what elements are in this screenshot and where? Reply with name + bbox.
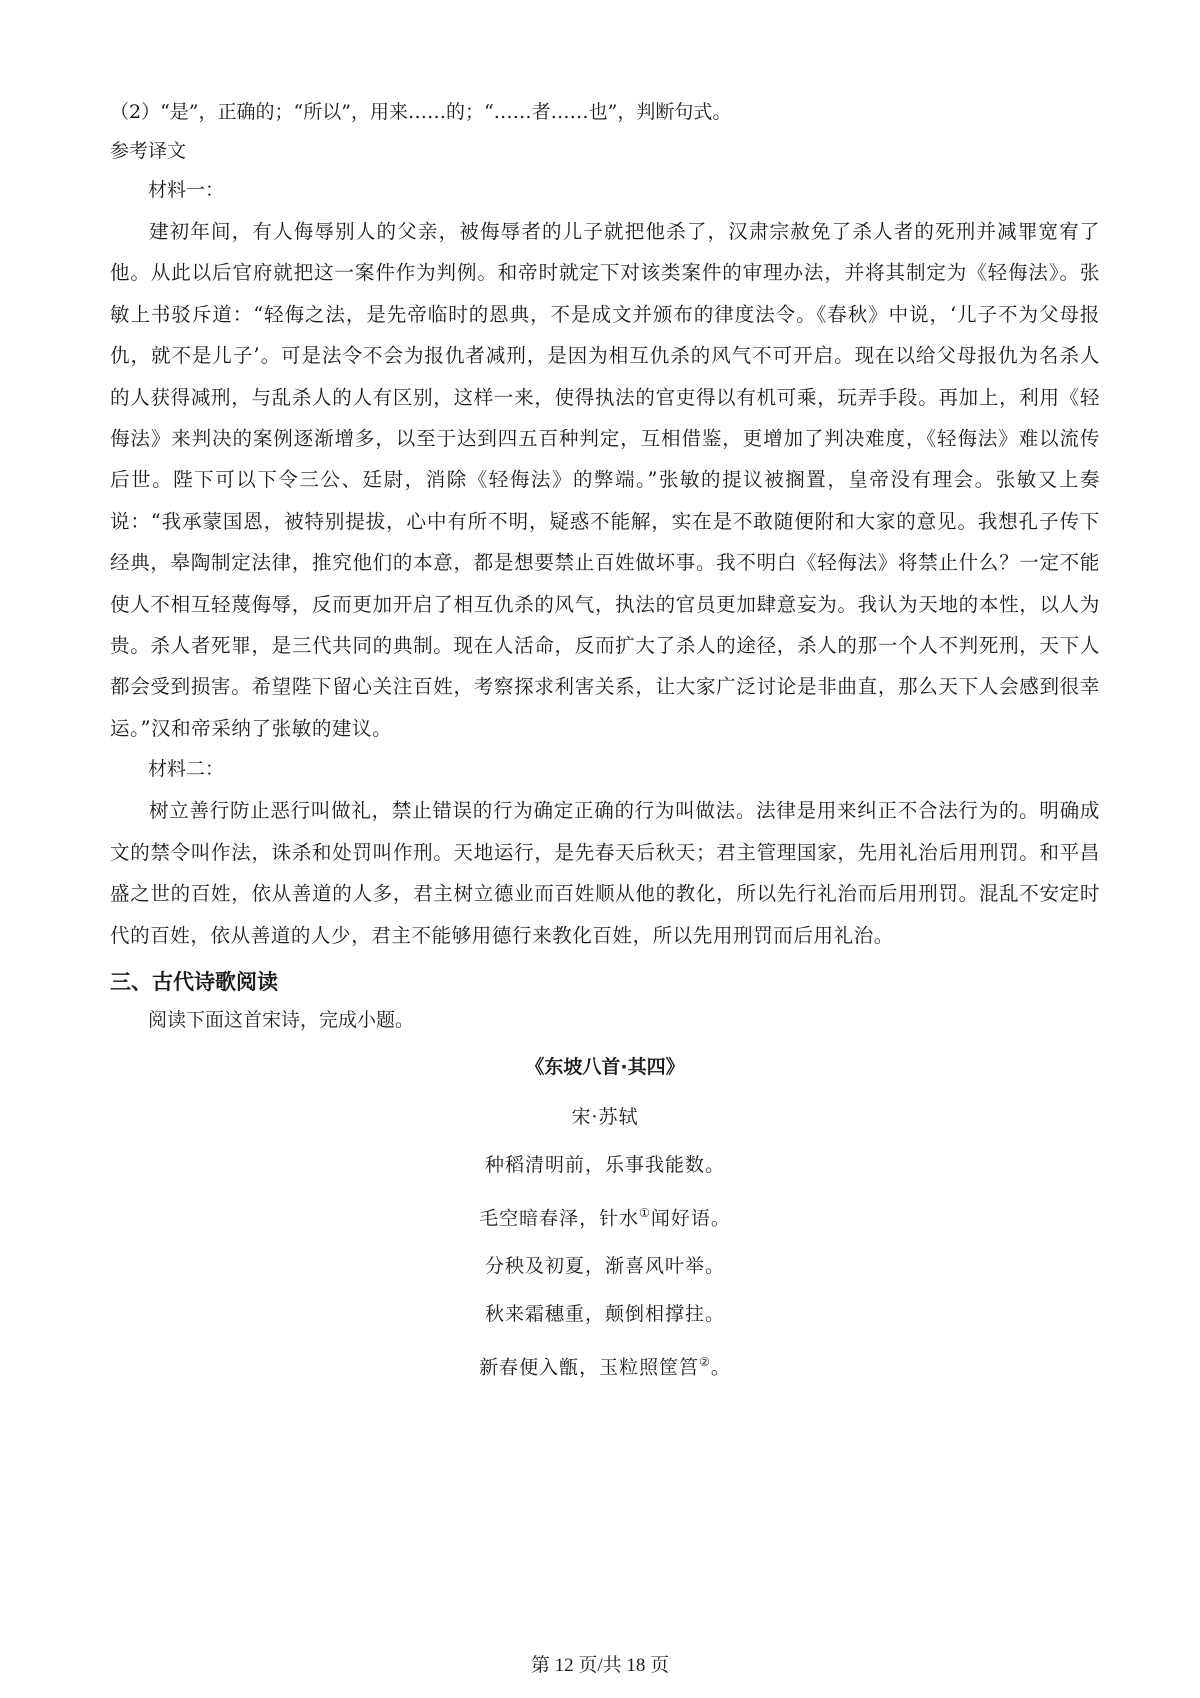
footnote-marker-1: ① [639,1205,651,1220]
page-footer: 第 12 页/共 18 页 [530,1655,670,1676]
poem-line-5-a: 新春便入甑，玉粒照筐筥 [479,1356,700,1379]
poem [110,1053,1100,1392]
footnote-marker-2: ② [699,1355,711,1370]
poem-line-1: 种稻清明前，乐事我能数。 [484,1153,725,1176]
section3-instruction: 阅读下面这首宋诗，完成小题。 [148,1008,415,1031]
reference-heading: 参考译文 [110,140,187,162]
material1-text: 建初年间，有人侮辱别人的父亲，被侮辱者的儿子就把他杀了，汉肃宗赦免了杀人者的死刑并减罪宽宥了他。从此以后官府就把这一案件作为判例。和帝时就定下对该类案件的审理办法，并将其制定为《轻侮法》。张敏上书驳斥道：“轻侮之法，是先帝临时的恩典，不是成文并颁布的律度法令。《春秋》中说，‘儿子不为父母报仇，就不是儿子’。可是法令不会为报仇者减刑，是因为相互仇杀的风气不可开启。现在以给父母报仇为名杀人的人获得减刑，与乱杀人的人有区别，这样一来，使得执法的官吏得以有机可乘，玩弄手段。再加上，利用《轻侮法》来判决的案例逐渐增多，以至于达到四五百种判定，互相借鉴，更增加了判决难度，《轻侮法》难以流传后世。陛下可以下令三公、廷尉，消除《轻侮法》的弊端。”张敏的提议被搁置，皇帝没有理会。张敏又上奏说：“我承蒙国恩，被特别提拔，心中有所不明，疑惑不能解，实在是不敢随便附和大家的意见。我想孔子传下经典，皋陶制定法律，推究他们的本意，都是想要禁止百姓做坏事。我不明白《轻侮法》将禁止什么？一定不能使人不相互轻蔑侮辱，反而更加开启了相互仇杀的风气，执法的官员更加肆意妄为。我认为天地的本性，以人为贵。杀人者死罪，是三代共同的典制。现在人活命，反而扩大了杀人的途径，杀人的那一个人不判死刑，天下人都会受到损害。希望陛下留心关注百姓，考察探求利害关系，让大家广泛讨论是非曲直，那么天下人会感到很幸运。”汉和帝采纳了张敏的建议。 [110,220,1100,740]
poem-author: 宋·苏轼 [571,1105,639,1128]
poem-line-2-a: 毛空暗春泽，针水 [479,1207,640,1230]
poem-line-4: 秋来霜穗重，颠倒相撑拄。 [484,1303,725,1326]
poem-line-2 [110,1189,1100,1242]
poem-line-5 [110,1338,1100,1391]
material1-heading: 材料一： [148,179,225,201]
section3-title: 三、古代诗歌阅读 [110,969,278,994]
answer-note: （2）“是”，正确的；“所以”，用来……的；“……者……也”，判断句式。 [110,101,732,123]
poem-line-3: 分秧及初夏，渐喜风叶举。 [484,1255,725,1278]
poem-title: 《东坡八首·其四》 [525,1055,685,1078]
material2-heading: 材料二： [148,758,225,781]
material2-text: 树立善行防止恶行叫做礼，禁止错误的行为确定正确的行为叫做法。法律是用来纠正不合法行为的。明确成文的禁令叫作法，诛杀和处罚叫作刑。天地运行，是先春天后秋天；君主管理国家，先用礼治后用刑罚。和平昌盛之世的百姓，依从善道的人多，君主树立德业而百姓顺从他的教化，所以先行礼治而后用刑罚。混乱不安定时代的百姓，依从善道的人少，君主不能够用德行来教化百姓，所以先用刑罚而后用礼治。 [110,799,1100,947]
document-body [110,96,1100,1392]
poem-line-5-b: 。 [710,1356,731,1379]
poem-line-2-b: 闻好语。 [650,1207,731,1230]
